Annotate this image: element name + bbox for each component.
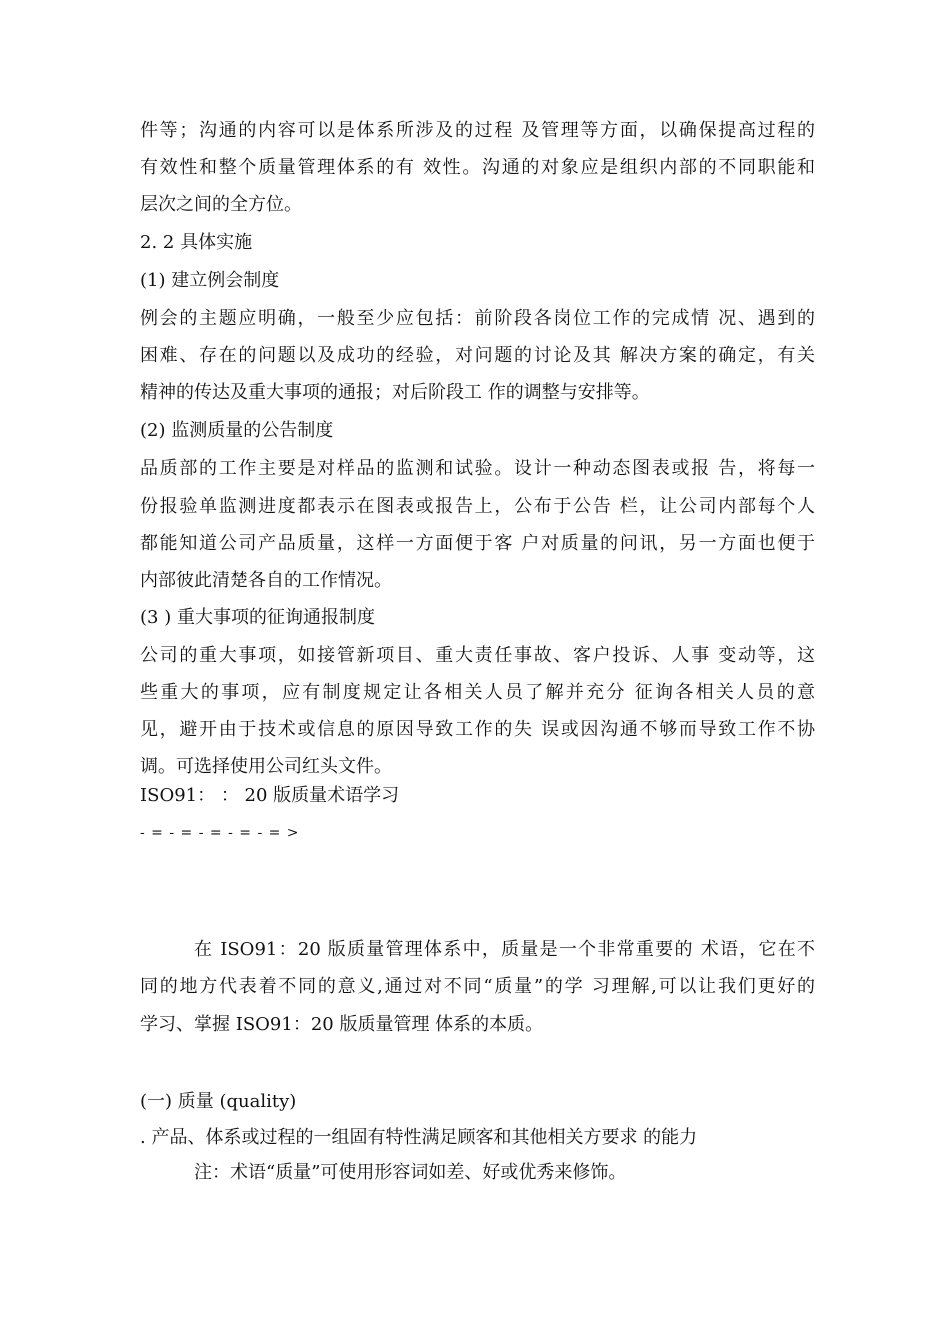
quality-note: 注：术语“质量”可使用形容词如差、好或优秀来修饰。 <box>194 1162 627 1183</box>
item-2-title: (2) 监测质量的公告制度 <box>140 420 334 441</box>
item-1-title: (1) 建立例会制度 <box>140 270 280 291</box>
item-3-line-1: 公司的重大事项，如接管新项目、重大责任事故、客户投诉、人事 变动等，这 <box>140 645 815 666</box>
quality-heading: (一) 质量 (quality) <box>140 1091 297 1112</box>
item-1-line-1: 例会的主题应明确，一般至少应包括：前阶段各岗位工作的完成情 况、遇到的 <box>140 308 815 329</box>
item-2-line-2: 份报验单监测进度都表示在图表或报告上，公布于公告 栏，让公司内部每个人 <box>140 496 815 517</box>
heading-implementation: 2. 2 具体实施 <box>140 232 253 253</box>
item-3-title: (3 ) 重大事项的征询通报制度 <box>140 607 375 628</box>
item-3-line-3: 见，避开由于技术或信息的原因导致工作的失 误或因沟通不够而导致工作不协 <box>140 719 815 740</box>
item-1-line-3: 精神的传达及重大事项的通报；对后阶段工 作的调整与安排等。 <box>140 382 650 403</box>
item-2-line-4: 内部彼此清楚各自的工作情况。 <box>140 570 392 591</box>
intro-line-3: 学习、掌握 ISO91：20 版质量管理 体系的本质。 <box>140 1014 544 1035</box>
item-3-line-2: 些重大的事项，应有制度规定让各相关人员了解并充分 征询各相关人员的意 <box>140 682 815 703</box>
item-3-line-4: 调。可选择使用公司红头文件。 <box>140 756 392 777</box>
item-2-line-1: 品质部的工作主要是对样品的监测和试验。设计一种动态图表或报 告，将每一 <box>140 458 815 479</box>
quality-definition: . 产品、体系或过程的一组固有特性满足顾客和其他相关方要求 的能力 <box>140 1127 698 1148</box>
paragraph-communication-line-2: 有效性和整个质量管理体系的有 效性。沟通的对象应是组织内部的不同职能和 <box>140 157 815 178</box>
item-2-line-3: 都能知道公司产品质量，这样一方面便于客 户对质量的问讯，另一方面也便于 <box>140 533 815 554</box>
intro-line-1: 在 ISO91：20 版质量管理体系中，质量是一个非常重要的 术语，它在不 <box>194 939 815 960</box>
intro-line-2: 同的地方代表着不同的意义,通过对不同“质量”的学 习理解,可以让我们更好的 <box>140 976 815 997</box>
separator-arrow: - = - = - = - = - = > <box>140 825 300 841</box>
paragraph-communication-line-1: 件等；沟通的内容可以是体系所涉及的过程 及管理等方面，以确保提高过程的 <box>140 120 815 141</box>
item-1-line-2: 困难、存在的问题以及成功的经验，对问题的讨论及其 解决方案的确定，有关 <box>140 345 815 366</box>
paragraph-communication-line-3: 层次之间的全方位。 <box>140 194 302 215</box>
iso-section-title: ISO91： ： 20 版质量术语学习 <box>140 785 400 806</box>
